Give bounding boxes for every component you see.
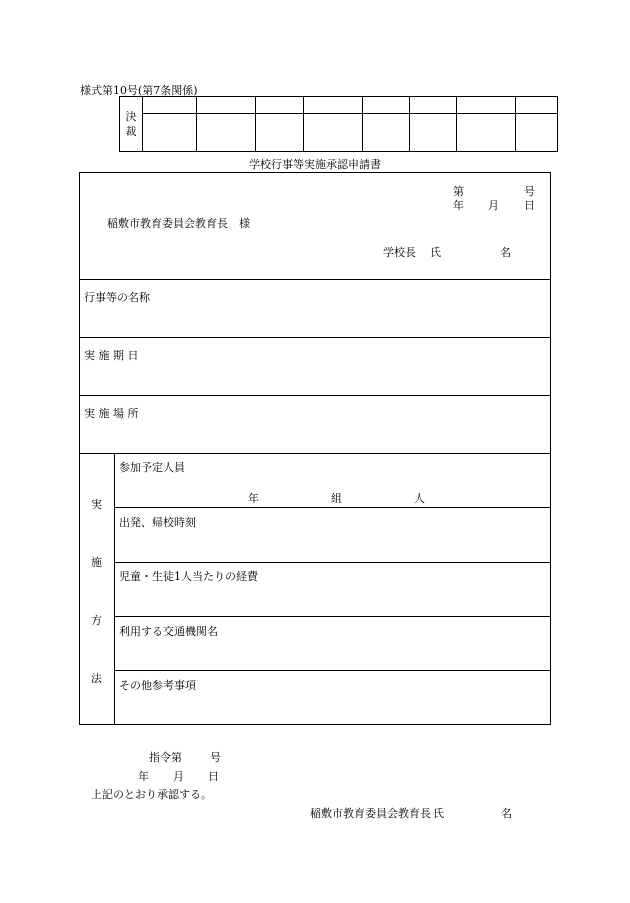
approval-cell[interactable] [304,97,363,114]
participants-class: 組 [331,492,342,505]
divider [80,395,550,396]
method-column-divider [114,453,115,724]
footer-year: 年 [138,770,149,783]
approval-stamp-cell[interactable] [304,114,363,152]
method-label-2: 施 [91,556,102,569]
directive-label: 指令第 [149,751,182,764]
cost-label: 児童・生徒1人当たりの経費 [119,570,258,583]
date-month: 月 [488,199,499,212]
other-label: その他参考事項 [119,679,196,692]
number-suffix: 号 [524,185,535,198]
approval-stamp-cell[interactable] [197,114,256,152]
authority-name-suffix: 名 [501,807,512,820]
method-label-4: 法 [91,672,102,685]
approval-table [119,96,558,152]
divider [80,453,550,454]
times-label: 出発、帰校時刻 [119,516,196,529]
approval-cell[interactable] [457,97,516,114]
approval-stamp-cell[interactable] [363,114,410,152]
divider [114,507,550,508]
directive-number-suffix: 号 [210,751,221,764]
date-year: 年 [453,199,464,212]
divider [80,279,550,280]
approval-stamp-cell[interactable] [516,114,558,152]
approval-cell[interactable] [363,97,410,114]
divider [80,337,550,338]
approval-cell[interactable] [143,97,197,114]
participants-label: 参加予定人員 [119,461,185,474]
divider [114,670,550,671]
applicant-name-label: 氏 [430,246,441,259]
form-title: 学校行事等実施承認申請書 [249,158,381,171]
approval-cell[interactable] [516,97,558,114]
addressee: 稲敷市教育委員会教育長 様 [107,217,250,230]
approval-cell[interactable] [410,97,457,114]
divider [114,562,550,563]
participants-grade: 年 [248,492,259,505]
approval-cell[interactable] [256,97,304,114]
approval-stamp-cell[interactable] [256,114,304,152]
approval-authority: 稲敷市教育委員会教育長 [310,807,431,820]
approval-label [120,97,143,152]
event-name-label: 行事等の名称 [84,291,150,304]
approval-stamp-cell[interactable] [457,114,516,152]
place-label: 実 施 場 所 [84,407,139,420]
approval-stamp-cell[interactable] [143,114,197,152]
participants-persons: 人 [414,492,425,505]
applicant-name-suffix: 名 [500,246,511,259]
application-form [79,172,551,725]
approval-cell[interactable] [197,97,256,114]
divider [114,616,550,617]
approval-label-line2: 裁 [125,125,137,138]
approval-label-line1: 決 [125,110,137,123]
form-id: 様式第10号(第7条関係) [80,84,198,97]
footer-day: 日 [208,770,219,783]
approval-stamp-cell[interactable] [410,114,457,152]
footer-month: 月 [173,770,184,783]
number-prefix: 第 [453,185,464,198]
authority-name-label: 氏 [433,807,444,820]
method-label-1: 実 [91,498,102,511]
applicant-title: 学校長 [383,246,416,259]
method-label-3: 方 [91,614,102,627]
approval-statement: 上記のとおり承認する。 [91,788,212,801]
date-label: 実 施 期 日 [84,349,139,362]
date-day: 日 [524,199,535,212]
transport-label: 利用する交通機関名 [119,625,218,638]
